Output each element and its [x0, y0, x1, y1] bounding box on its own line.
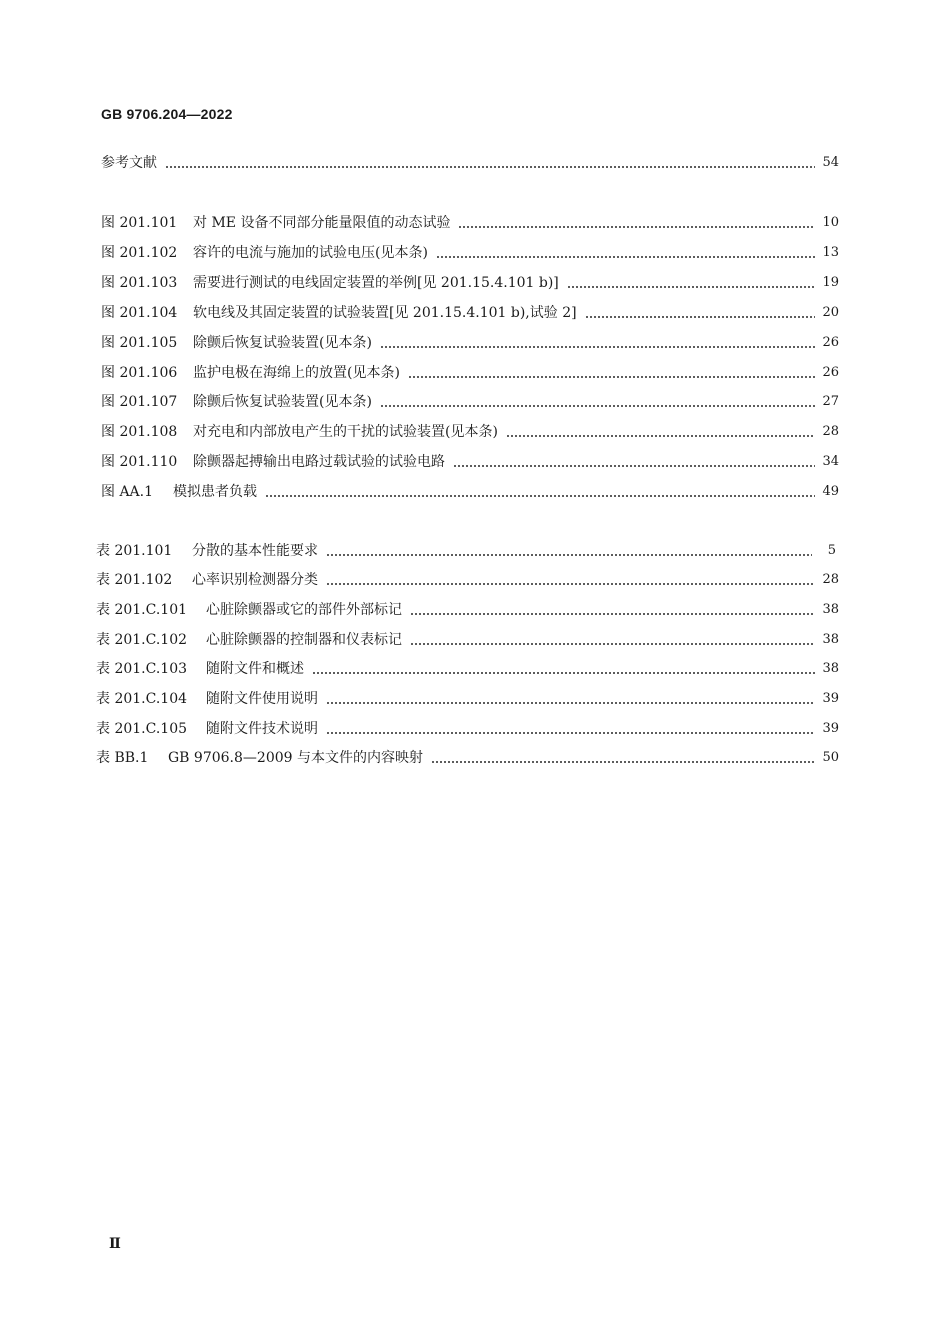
dot-leader: [326, 702, 815, 704]
dot-leader: [326, 732, 815, 734]
toc-entry-title: 心脏除颤器的控制器和仪表标记: [206, 632, 402, 648]
toc-entry-title: 监护电极在海绵上的放置(见本条): [193, 365, 400, 381]
toc-entry-page: 39: [822, 721, 839, 736]
toc-entry-page: 39: [822, 691, 839, 706]
toc-entry-table[interactable]: [96, 567, 839, 589]
toc-entry-page: 28: [822, 572, 839, 587]
toc-entry-title: 心脏除颤器或它的部件外部标记: [206, 602, 402, 618]
toc-entry-figure[interactable]: [101, 210, 839, 232]
toc-entry-label: 表 201.C.103: [96, 661, 188, 677]
toc-entry-figure[interactable]: [101, 330, 839, 352]
toc-entry-page: 38: [822, 661, 839, 676]
toc-entry-title: 对 ME 设备不同部分能量限值的动态试验: [193, 215, 451, 231]
toc-entry-label: 图 201.110: [101, 454, 178, 470]
toc-entry-figure[interactable]: [101, 419, 839, 441]
toc-entry-table[interactable]: [96, 597, 839, 619]
toc-entry-label: 图 201.105: [101, 335, 178, 351]
toc-entry-page: 54: [822, 155, 839, 170]
toc-entry-title: 参考文献: [101, 155, 157, 171]
toc-entry-label: 表 201.101: [96, 543, 173, 559]
dot-leader: [506, 435, 815, 437]
toc-entry-page: 5: [827, 543, 836, 558]
dot-leader: [380, 346, 815, 348]
toc-entry-page: 38: [822, 632, 839, 647]
toc-entry-label: 图 201.104: [101, 305, 178, 321]
dot-leader: [312, 672, 815, 674]
toc-entry-title: 需要进行测试的电线固定装置的举例[见 201.15.4.101 b)]: [193, 275, 559, 291]
toc-entry-label: 图 201.108: [101, 424, 178, 440]
toc-entry-label: 表 201.C.104: [96, 691, 188, 707]
toc-entry-page: 13: [822, 245, 839, 260]
toc-entry-label: 图 201.107: [101, 394, 178, 410]
toc-entry-label: 表 201.C.101: [96, 602, 188, 618]
toc-entry-bibliography[interactable]: [101, 150, 839, 172]
toc-entry-figure[interactable]: [101, 270, 839, 292]
toc-entry-title: 随附文件技术说明: [206, 721, 318, 737]
toc-entry-page: 27: [822, 394, 839, 409]
dot-leader: [410, 613, 815, 615]
dot-leader: [326, 554, 812, 556]
toc-entry-label: 表 BB.1: [96, 750, 149, 766]
toc-entry-title: 除颤后恢复试验装置(见本条): [193, 335, 372, 351]
toc-entry-page: 49: [822, 484, 839, 499]
toc-entry-title: 除颤后恢复试验装置(见本条): [193, 394, 372, 410]
toc-entry-title: 对充电和内部放电产生的干扰的试验装置(见本条): [193, 424, 498, 440]
toc-entry-page: 34: [822, 454, 839, 469]
toc-entry-label: 图 201.106: [101, 365, 178, 381]
dot-leader: [165, 166, 815, 168]
toc-entry-label: 图 AA.1: [101, 484, 154, 500]
toc-entry-table[interactable]: [96, 686, 839, 708]
toc-entry-page: 10: [822, 215, 839, 230]
dot-leader: [326, 583, 815, 585]
toc-entry-table[interactable]: [96, 745, 839, 767]
toc-entry-title: 分散的基本性能要求: [192, 543, 318, 559]
toc-entry-figure[interactable]: [101, 360, 839, 382]
toc-entry-page: 19: [822, 275, 839, 290]
toc-entry-title: 除颤器起搏输出电路过载试验的试验电路: [193, 454, 445, 470]
dot-leader: [265, 495, 815, 497]
toc-entry-title: 模拟患者负载: [173, 484, 257, 500]
dot-leader: [458, 226, 815, 228]
toc-entry-title: 随附文件使用说明: [206, 691, 318, 707]
toc-entry-label: 表 201.102: [96, 572, 173, 588]
document-code: GB 9706.204—2022: [101, 106, 233, 122]
page-number: Ⅱ: [109, 1236, 121, 1252]
dot-leader: [585, 316, 815, 318]
toc-entry-figure[interactable]: [101, 449, 839, 471]
dot-leader: [436, 256, 815, 258]
toc-entry-label: 图 201.101: [101, 215, 178, 231]
toc-entry-figure[interactable]: [101, 240, 839, 262]
toc-entry-label: 图 201.103: [101, 275, 178, 291]
toc-entry-table[interactable]: [96, 656, 839, 678]
dot-leader: [431, 761, 815, 763]
toc-entry-page: 28: [822, 424, 839, 439]
toc-entry-table[interactable]: [96, 716, 839, 738]
toc-entry-title: 软电线及其固定装置的试验装置[见 201.15.4.101 b),试验 2]: [193, 305, 577, 321]
toc-entry-page: 20: [822, 305, 839, 320]
toc-entry-label: 表 201.C.102: [96, 632, 188, 648]
toc-entry-page: 26: [822, 335, 839, 350]
dot-leader: [380, 405, 815, 407]
toc-entry-title: 随附文件和概述: [206, 661, 304, 677]
dot-leader: [408, 376, 815, 378]
toc-entry-figure[interactable]: [101, 300, 839, 322]
toc-entry-page: 50: [822, 750, 839, 765]
toc-entry-figure[interactable]: [101, 389, 839, 411]
toc-entry-label: 表 201.C.105: [96, 721, 188, 737]
toc-entry-page: 26: [822, 365, 839, 380]
dot-leader: [410, 643, 815, 645]
toc-entry-figure[interactable]: [101, 479, 839, 501]
toc-entry-table[interactable]: [96, 627, 839, 649]
toc-entry-title: 容许的电流与施加的试验电压(见本条): [193, 245, 428, 261]
dot-leader: [453, 465, 815, 467]
toc-entry-page: 38: [822, 602, 839, 617]
toc-entry-title: 心率识别检测器分类: [192, 572, 318, 588]
toc-entry-table[interactable]: [96, 538, 836, 560]
dot-leader: [567, 286, 815, 288]
toc-entry-label: 图 201.102: [101, 245, 178, 261]
toc-entry-title: GB 9706.8—2009 与本文件的内容映射: [168, 750, 423, 766]
